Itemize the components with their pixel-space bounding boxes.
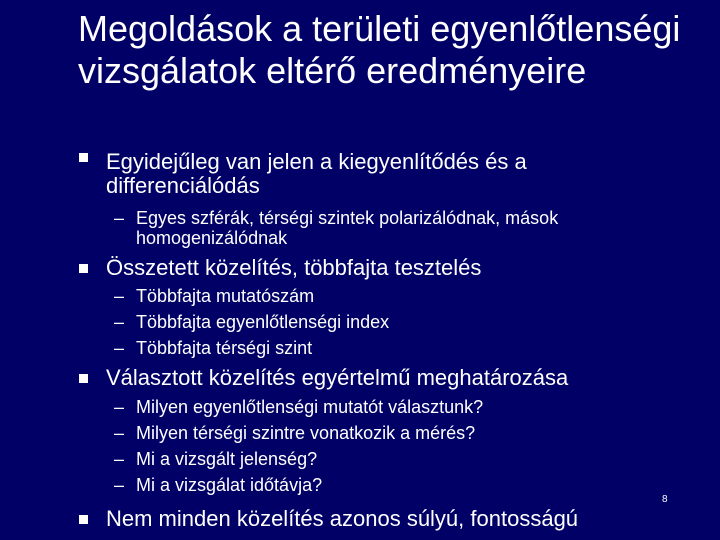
- sub-bullet-item: Többfajta egyenlőtlenségi index: [136, 312, 390, 332]
- bullet-item: Választott közelítés egyértelmű meghatározása: [106, 365, 569, 390]
- sub-bullet-item: Mi a vizsgált jelenség?: [136, 449, 318, 469]
- square-bullet-icon: [76, 371, 90, 385]
- dash-marker: –: [114, 397, 125, 417]
- sub-bullet-item: Egyes szférák, térségi szintek polarizálódnak, mások homogenizálódnak: [136, 208, 559, 248]
- square-bullet-icon: [76, 150, 90, 164]
- dash-marker: –: [114, 338, 125, 358]
- dash-marker: –: [114, 475, 125, 495]
- dash-marker: –: [114, 208, 125, 228]
- dash-marker: –: [114, 423, 125, 443]
- dash-marker: –: [114, 312, 125, 332]
- dash-marker: –: [114, 449, 125, 469]
- sub-bullet-item: Milyen térségi szintre vonatkozik a mérés?: [136, 423, 476, 443]
- sub-bullet-item: Mi a vizsgálat időtávja?: [136, 475, 323, 495]
- slide-title: Megoldások a területi egyenlőtlenségi vizsgálatok eltérő eredményeire: [78, 8, 681, 91]
- page-number: 8: [662, 494, 668, 505]
- bullet-item: Összetett közelítés, többfajta tesztelés: [106, 255, 482, 280]
- bullet-item: Nem minden közelítés azonos súlyú, fontosságú: [106, 506, 579, 531]
- square-bullet-icon: [76, 261, 90, 275]
- sub-bullet-item: Többfajta térségi szint: [136, 338, 313, 358]
- sub-bullet-item: Milyen egyenlőtlenségi mutatót választunk?: [136, 397, 484, 417]
- dash-marker: –: [114, 286, 125, 306]
- square-bullet-icon: [76, 512, 90, 526]
- sub-bullet-item: Többfajta mutatószám: [136, 286, 315, 306]
- bullet-item: Egyidejűleg van jelen a kiegyenlítődés és a differenciálódás: [106, 149, 527, 198]
